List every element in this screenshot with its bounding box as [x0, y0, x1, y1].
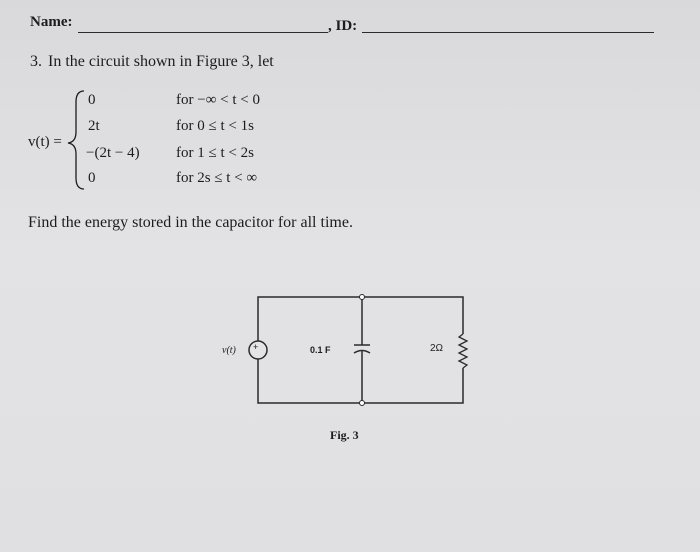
voltage-source-sign: +	[253, 342, 259, 352]
id-label: , ID:	[328, 18, 358, 34]
case-1-cond: for 0 ≤ t < 1s	[176, 118, 254, 134]
case-0-cond: for −∞ < t < 0	[176, 92, 260, 108]
name-label: Name:	[30, 14, 73, 30]
case-3-cond: for 2s ≤ t < ∞	[176, 170, 258, 186]
case-1-expr: 2t	[88, 118, 100, 134]
problem-number: 3.	[30, 53, 42, 70]
figure-caption: Fig. 3	[330, 428, 359, 442]
resistor-label: 2Ω	[430, 343, 444, 354]
node-bottom	[360, 401, 365, 406]
vt-label: v(t) =	[28, 134, 62, 150]
voltage-source-label: v(t)	[222, 345, 236, 356]
case-0-expr: 0	[88, 92, 96, 108]
case-2-cond: for 1 ≤ t < 2s	[176, 145, 254, 161]
node-top	[360, 295, 365, 300]
capacitor-label: 0.1 F	[310, 345, 331, 355]
problem-intro: In the circuit shown in Figure 3, let	[48, 53, 274, 70]
case-2-expr: −(2t − 4)	[86, 145, 140, 161]
case-3-expr: 0	[88, 170, 96, 186]
problem-question: Find the energy stored in the capacitor for all time.	[28, 214, 353, 231]
